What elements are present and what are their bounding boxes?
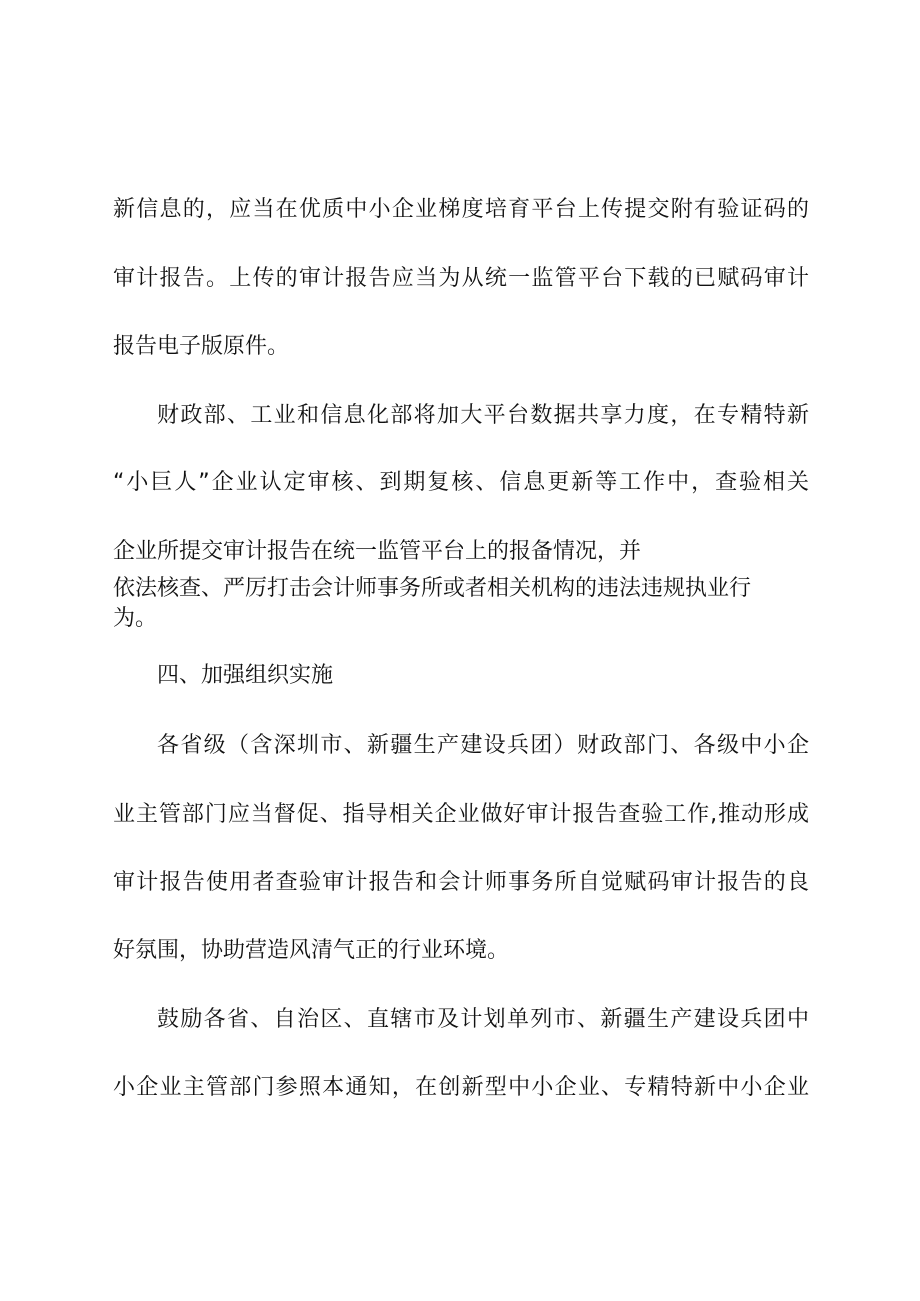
- text-line: “小巨人”企业认定审核、到期复核、信息更新等工作中，查验相关: [113, 470, 809, 495]
- text-line: 鼓励各省、自治区、直辖市及计划单列市、新疆生产建设兵团中: [157, 1007, 809, 1032]
- section-heading: 四、加强组织实施: [157, 663, 334, 688]
- text-line: 企业所提交审计报告在统一监管平台上的报备情况，并: [113, 539, 642, 564]
- text-line: 业主管部门应当督促、指导相关企业做好审计报告查验工作,推动形成: [113, 802, 809, 827]
- text-line: 各省级（含深圳市、新疆生产建设兵团）财政部门、各级中小企: [157, 733, 809, 758]
- text-line: 新信息的，应当在优质中小企业梯度培育平台上传提交附有验证码的: [113, 197, 809, 222]
- text-line: 审计报告。上传的审计报告应当为从统一监管平台下载的已赋码审计: [113, 266, 809, 291]
- text-line: 审计报告使用者查验审计报告和会计师事务所自觉赋码审计报告的良: [113, 870, 809, 895]
- text-line: 好氛围，协助营造风清气正的行业环境。: [113, 938, 510, 963]
- text-line: 为。: [113, 606, 158, 631]
- text-line: 财政部、工业和信息化部将加大平台数据共享力度，在专精特新: [157, 403, 809, 428]
- text-line: 依法核查、严厉打击会计师事务所或者相关机构的违法违规执业行: [113, 576, 752, 601]
- text-line: 报告电子版原件。: [113, 334, 290, 359]
- text-line: 小企业主管部门参照本通知，在创新型中小企业、专精特新中小企业: [113, 1075, 809, 1100]
